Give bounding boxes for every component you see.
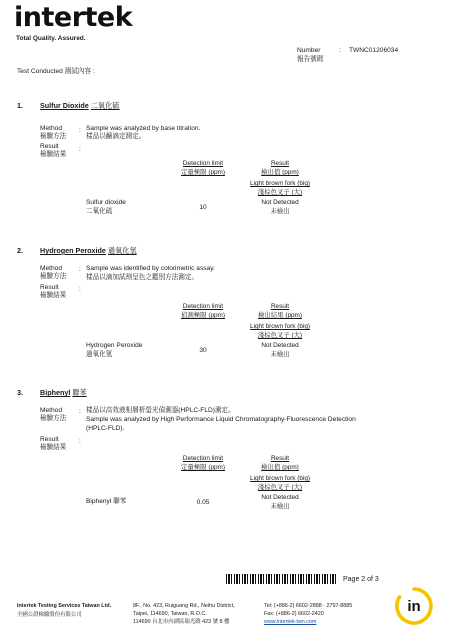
result-header-zh: 檢出值 (ppm) [261, 169, 299, 176]
result-label-zh: 檢驗結果 [40, 292, 67, 299]
analyte-name: Sulfur dioxide [86, 199, 126, 206]
method-colon: : [79, 266, 81, 273]
method-text: Sample was analyzed by base titration. [86, 125, 201, 132]
footer-company-zh: 全國公證檢驗股份有限公司 [17, 612, 82, 618]
result-header-zh: 檢出結果 (ppm) [257, 312, 303, 319]
method-label-zh: 檢驗方法 [40, 415, 67, 422]
result-colon: : [79, 286, 81, 293]
method-text-zh: 樣品以滴加試劑呈色之鑑別方法測定。 [86, 274, 199, 281]
result-value-zh: 未檢出 [270, 208, 290, 215]
sample-name: Light brown fork (big) [249, 180, 311, 187]
method-text-cont: (HPLC-FLD). [86, 425, 125, 432]
sample-name: Light brown fork (big) [249, 323, 311, 330]
result-value: Not Detected [261, 199, 299, 206]
result-header: Result [270, 455, 290, 462]
result-value: Not Detected [261, 494, 299, 501]
section-number: 3. [17, 388, 23, 397]
section-number: 1. [17, 101, 23, 110]
section-title: Biphenyl [40, 388, 71, 397]
section-title-zh: 二氧化硫 [90, 101, 120, 110]
method-label: Method [40, 125, 62, 132]
dl-header: Detection limit [182, 160, 224, 167]
barcode [226, 574, 336, 584]
dl-value: 0.05 [196, 499, 210, 506]
result-label: Result [40, 436, 59, 443]
number-label-zh: 報告號碼 [297, 56, 324, 63]
sample-name: Light brown fork (big) [249, 475, 311, 482]
section-title-zh: 過氧化氫 [107, 246, 137, 255]
result-label-zh: 檢驗結果 [40, 444, 67, 451]
footer-company: Intertek Testing Services Taiwan Ltd. [17, 603, 112, 609]
footer-tel: Tel: (+886-2) 6602-2888 · 2797-8885 [264, 603, 353, 609]
section-title: Hydrogen Peroxide [40, 246, 106, 255]
sample-name-zh: 淺棕色叉子 (大) [257, 332, 303, 339]
method-label-zh: 檢驗方法 [40, 133, 67, 140]
number-colon: : [339, 47, 341, 54]
section-number: 2. [17, 246, 23, 255]
analyte-name-zh: 二氧化硫 [86, 208, 113, 215]
tagline: Total Quality. Assured. [16, 35, 86, 42]
intertek-in-badge-icon [394, 586, 434, 626]
result-label-zh: 檢驗結果 [40, 151, 67, 158]
dl-header: Detection limit [182, 455, 224, 462]
footer-address-2: Taipei, 114690, Taiwan, R.O.C. [133, 611, 207, 617]
method-label: Method [40, 407, 62, 414]
result-header-zh: 檢出值 (ppm) [261, 464, 299, 471]
footer-address-zh: 114690 台北市內湖區瑞光路 423 號 8 樓 [133, 619, 230, 625]
method-label: Method [40, 265, 62, 272]
report-number: TWNC01206034 [349, 47, 399, 54]
footer-website-link[interactable]: www.intertek-twn.com [264, 619, 317, 625]
dl-header: Detection limit [182, 303, 224, 310]
result-value: Not Detected [261, 342, 299, 349]
analyte-name: Hydrogen Peroxide [86, 342, 143, 349]
method-label-zh: 檢驗方法 [40, 273, 67, 280]
sample-name-zh: 淺棕色叉子 (大) [257, 189, 303, 196]
method-text-zh: 樣品以鹼滴定測定。 [86, 133, 146, 140]
method-text: Sample was identified by colorimetric assay. [86, 265, 215, 272]
result-value-zh: 未檢出 [270, 503, 290, 510]
dl-header-zh: 偵測極限 (ppm) [180, 312, 226, 319]
footer-address-1: 8F., No. 423, Ruiguang Rd., Neihu District, [133, 603, 235, 609]
section-title-zh: 聯苯 [72, 388, 87, 397]
result-label: Result [40, 143, 59, 150]
dl-value: 10 [199, 204, 207, 211]
dl-header-zh: 定量極限 (ppm) [180, 464, 226, 471]
method-colon: : [79, 408, 81, 415]
method-text-zh: 樣品以高效液相層析螢光偵測器(HPLC-FLD)測定。 [86, 407, 235, 414]
analyte-name: Biphenyl 聯苯 [86, 498, 127, 505]
dl-value: 30 [199, 347, 207, 354]
method-text: Sample was analyzed by High Performance Liquid Chromatography-Fluorescence Detection [86, 416, 356, 423]
result-value-zh: 未檢出 [270, 351, 290, 358]
intertek-logo: intertek [14, 2, 133, 33]
badge-text: in [407, 598, 421, 615]
result-label: Result [40, 284, 59, 291]
result-colon: : [79, 438, 81, 445]
method-colon: : [79, 127, 81, 134]
result-header: Result [270, 303, 290, 310]
page-number: Page 2 of 3 [343, 576, 379, 583]
dl-header-zh: 定量極限 (ppm) [180, 169, 226, 176]
result-colon: : [79, 146, 81, 153]
footer-fax: Fax: (+886-2) 6602-2420 [264, 611, 324, 617]
test-conducted: Test Conducted 測試內容 : [17, 68, 95, 75]
analyte-name-zh: 過氧化氫 [86, 351, 113, 358]
sample-name-zh: 淺棕色叉子 (大) [257, 484, 303, 491]
number-label: Number [297, 47, 321, 54]
section-title: Sulfur Dioxide [40, 101, 89, 110]
result-header: Result [270, 160, 290, 167]
